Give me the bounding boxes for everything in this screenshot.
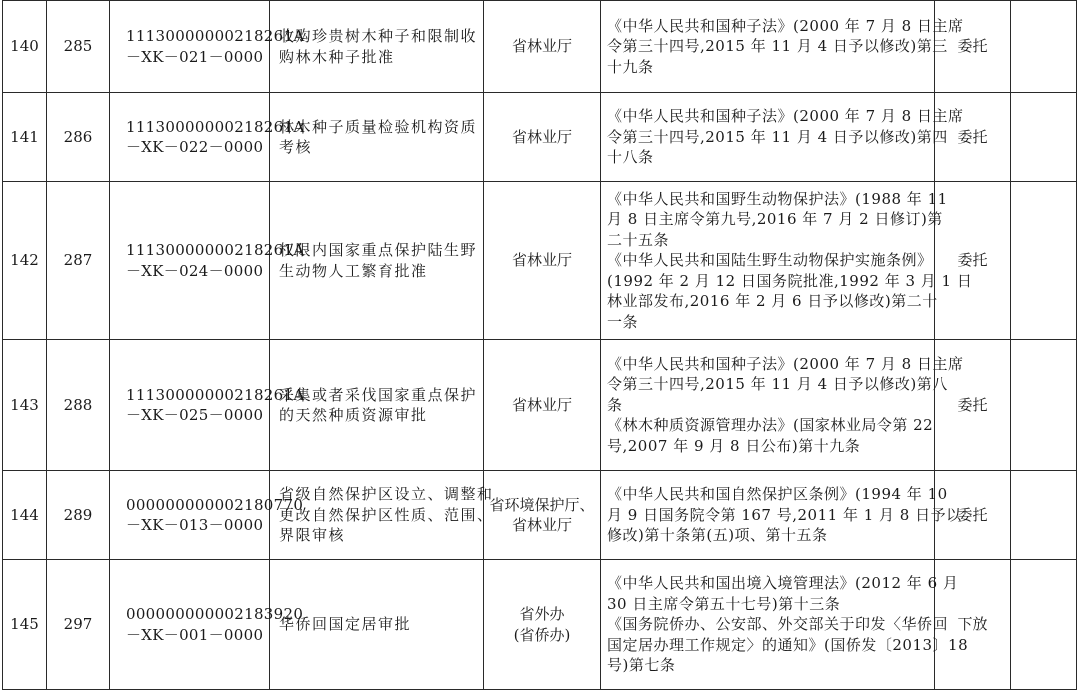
table-row bbox=[3, 471, 1077, 560]
row-number-cell: 143 bbox=[3, 340, 47, 471]
cell-text-line: 省环境保护厅、 bbox=[489, 495, 595, 514]
table-row bbox=[3, 93, 1077, 182]
department-cell bbox=[484, 182, 601, 340]
remarks-cell bbox=[1011, 93, 1077, 182]
cell-text-line: 省林业厅 bbox=[511, 127, 572, 146]
cell-text-line: 令第三十四号,2015 年 11 月 4 日予以修改)第八 bbox=[607, 375, 948, 394]
cell-text-line: (省侨办) bbox=[513, 625, 571, 644]
item-name-cell bbox=[270, 340, 484, 471]
cell-text-line: 考核 bbox=[279, 138, 313, 156]
cell-text-line: 月 8 日主席令第九号,2016 年 7 月 2 日修订)第 bbox=[607, 210, 943, 229]
handling-mode-cell: 委托 bbox=[935, 1, 1011, 93]
cell-text-line: 11130000000218261A bbox=[126, 385, 305, 404]
remarks-cell bbox=[1011, 340, 1077, 471]
cell-text-line: 界限审核 bbox=[279, 526, 346, 545]
cell-text-line: 的天然种质资源审批 bbox=[279, 406, 428, 424]
item-name-cell bbox=[270, 471, 494, 560]
department-cell bbox=[484, 340, 601, 471]
legal-basis-cell bbox=[601, 1, 964, 93]
cell-text-line: 林业部发布,2016 年 2 月 6 日予以修改)第二十 bbox=[607, 292, 938, 311]
item-number-cell: 288 bbox=[47, 340, 110, 471]
cell-text-line: 省级自然保护区设立、调整和 bbox=[279, 485, 494, 504]
cell-text-line: 000000000002183920 bbox=[126, 605, 304, 623]
item-number-cell: 286 bbox=[47, 93, 110, 182]
department-cell bbox=[484, 471, 601, 560]
cell-text-line: 《中华人民共和国陆生野生动物保护实施条例》 bbox=[607, 251, 933, 270]
cell-text-line: －XK－024－0000 bbox=[126, 261, 264, 280]
item-number-cell: 297 bbox=[47, 560, 110, 690]
cell-text-line: 令第三十四号,2015 年 11 月 4 日予以修改)第三 bbox=[607, 37, 948, 56]
legal-basis-cell bbox=[601, 560, 969, 690]
cell-text-line: 省外办 bbox=[519, 605, 565, 623]
department-cell bbox=[484, 1, 601, 93]
cell-text-line: 《中华人民共和国出境入境管理法》(2012 年 6 月 bbox=[607, 574, 959, 593]
department-cell bbox=[484, 560, 601, 690]
cell-text-line: 11130000000218261A bbox=[126, 241, 305, 259]
handling-mode-cell: 委托 bbox=[935, 182, 1011, 340]
cell-text-line: 十八条 bbox=[607, 148, 654, 167]
cell-text-line: －XK－021－0000 bbox=[126, 47, 264, 66]
cell-text-line: 省林业厅 bbox=[511, 395, 572, 414]
remarks-cell bbox=[1011, 182, 1077, 340]
cell-text-line: 十九条 bbox=[607, 57, 654, 76]
cell-text-line: 《中华人民共和国种子法》(2000 年 7 月 8 日主席 bbox=[607, 16, 964, 35]
item-code-cell bbox=[110, 1, 305, 93]
cell-text-line: 二十五条 bbox=[607, 230, 670, 249]
cell-text-line: 购林木种子批准 bbox=[279, 47, 395, 66]
permission-items-table bbox=[2, 0, 1077, 690]
remarks-cell bbox=[1011, 1, 1077, 93]
legal-basis-cell bbox=[601, 340, 964, 471]
cell-text-line: －XK－013－0000 bbox=[126, 516, 264, 534]
row-number-cell: 144 bbox=[3, 471, 47, 560]
cell-text-line: 省林业厅 bbox=[511, 516, 572, 534]
cell-text-line: 30 日主席令第五十七号)第十三条 bbox=[607, 594, 841, 613]
item-name-cell bbox=[270, 182, 484, 340]
cell-text-line: －XK－022－0000 bbox=[126, 138, 264, 156]
cell-text-line: 更改自然保护区性质、范围、 bbox=[279, 505, 494, 524]
remarks-cell bbox=[1011, 560, 1077, 690]
table-row bbox=[3, 1, 1077, 93]
cell-text-line: 条 bbox=[607, 395, 623, 414]
legal-basis-cell bbox=[601, 93, 964, 182]
cell-text-line: 《中华人民共和国自然保护区条例》(1994 年 10 bbox=[607, 485, 948, 504]
table-row bbox=[3, 182, 1077, 340]
cell-text-line: 华侨回国定居审批 bbox=[279, 615, 412, 634]
item-name-cell bbox=[270, 560, 484, 690]
item-number-cell: 289 bbox=[47, 471, 110, 560]
department-cell bbox=[484, 93, 601, 182]
cell-text-line: 《林木种质资源管理办法》(国家林业局令第 22 bbox=[607, 416, 934, 435]
cell-text-line: (1992 年 2 月 12 日国务院批准,1992 年 3 月 1 日 bbox=[607, 271, 973, 290]
cell-text-line: 《中华人民共和国种子法》(2000 年 7 月 8 日主席 bbox=[607, 354, 964, 373]
cell-text-line: 省林业厅 bbox=[511, 251, 572, 270]
row-number-cell: 140 bbox=[3, 1, 47, 93]
cell-text-line: －XK－001－0000 bbox=[126, 625, 264, 644]
cell-text-line: 一条 bbox=[607, 312, 639, 331]
cell-text-line: 生动物人工繁育批准 bbox=[279, 261, 428, 280]
cell-text-line: 月 9 日国务院令第 167 号,2011 年 1 月 8 日予以 bbox=[607, 505, 962, 524]
cell-text-line: 采集或者采伐国家重点保护 bbox=[279, 385, 478, 404]
row-number-cell: 145 bbox=[3, 560, 47, 690]
item-code-cell bbox=[110, 471, 304, 560]
cell-text-line: 权限内国家重点保护陆生野 bbox=[279, 241, 478, 259]
cell-text-line: 《国务院侨办、公安部、外交部关于印发〈华侨回 bbox=[607, 615, 949, 634]
remarks-cell bbox=[1011, 471, 1077, 560]
item-code-cell bbox=[110, 182, 305, 340]
cell-text-line: 修改)第十条第(五)项、第十五条 bbox=[607, 526, 828, 545]
cell-text-line: 《中华人民共和国种子法》(2000 年 7 月 8 日主席 bbox=[607, 107, 964, 126]
cell-text-line: 令第三十四号,2015 年 11 月 4 日予以修改)第四 bbox=[607, 127, 948, 146]
handling-mode-cell: 委托 bbox=[935, 93, 1011, 182]
cell-text-line: 号,2007 年 9 月 8 日公布)第十九条 bbox=[607, 436, 861, 455]
row-number-cell: 142 bbox=[3, 182, 47, 340]
cell-text-line: 号)第七条 bbox=[607, 656, 676, 675]
cell-text-line: 国定居办理工作规定〉的通知》(国侨发〔2013〕18 bbox=[607, 635, 969, 654]
handling-mode-cell: 下放 bbox=[935, 560, 1011, 690]
cell-text-line: 11130000000218261A bbox=[126, 27, 305, 45]
cell-text-line: 林木种子质量检验机构资质 bbox=[279, 117, 478, 136]
cell-text-line: 《中华人民共和国野生动物保护法》(1988 年 11 bbox=[607, 189, 948, 208]
handling-mode-cell: 委托 bbox=[935, 471, 1011, 560]
cell-text-line: 000000000002180770 bbox=[126, 495, 304, 514]
legal-basis-cell bbox=[601, 471, 962, 560]
item-name-cell bbox=[270, 1, 484, 93]
cell-text-line: 11130000000218261A bbox=[126, 117, 305, 136]
table-row bbox=[3, 340, 1077, 471]
cell-text-line: －XK－025－0000 bbox=[126, 406, 264, 424]
item-number-cell: 285 bbox=[47, 1, 110, 93]
row-number-cell: 141 bbox=[3, 93, 47, 182]
item-code-cell bbox=[110, 560, 304, 690]
cell-text-line: 省林业厅 bbox=[511, 37, 572, 56]
item-name-cell bbox=[270, 93, 484, 182]
item-code-cell bbox=[110, 340, 305, 471]
cell-text-line: 收购珍贵树木种子和限制收 bbox=[279, 27, 478, 45]
table-row bbox=[3, 560, 1077, 690]
item-number-cell: 287 bbox=[47, 182, 110, 340]
table-body bbox=[3, 1, 1077, 690]
handling-mode-cell: 委托 bbox=[935, 340, 1011, 471]
